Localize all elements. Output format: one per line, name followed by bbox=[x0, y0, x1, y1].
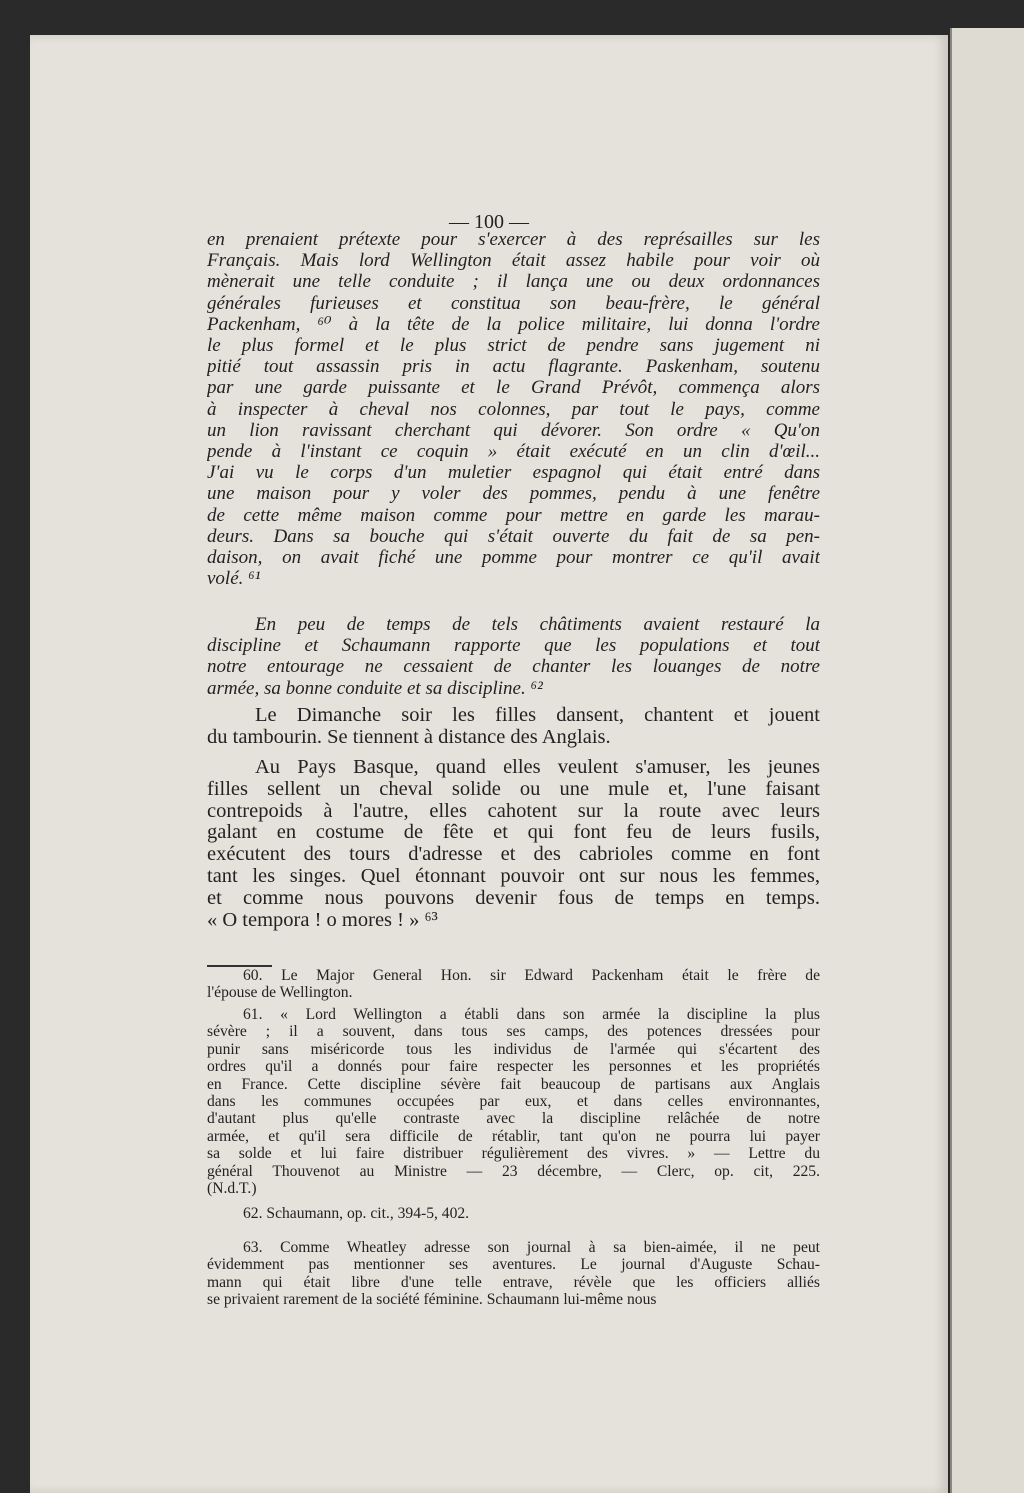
text-line: Packenham, ⁶⁰ à la tête de la police militaire, lui donna l'ordre bbox=[207, 313, 820, 335]
text-line: discipline et Schaumann rapporte que les populations et tout bbox=[207, 635, 820, 657]
text-line: du tambourin. Se tiennent à distance des Anglais. bbox=[207, 726, 611, 748]
text-line: exécutent des tours d'adresse et des cabrioles comme en font bbox=[207, 844, 820, 866]
text-line: pitié tout assassin pris in actu flagrante. Paskenham, soutenu bbox=[207, 356, 820, 378]
text-line: l'épouse de Wellington. bbox=[207, 984, 353, 1002]
text-line: J'ai vu le corps d'un muletier espagnol qui était entré dans bbox=[207, 462, 820, 484]
text-line: En peu de temps de tels châtiments avaient restauré la bbox=[255, 614, 820, 635]
text-line: par une garde puissante et le Grand Prévôt, commença alors bbox=[207, 377, 820, 399]
paragraph bbox=[207, 614, 820, 699]
text-line: de cette même maison comme pour mettre en garde les marau- bbox=[207, 504, 820, 526]
text-line: tant les singes. Quel étonnant pouvoir ont sur nous les femmes, bbox=[207, 865, 820, 887]
text-line: (N.d.T.) bbox=[207, 1180, 257, 1198]
text-line: filles sellent un cheval solide ou une mule et, l'une faisant bbox=[207, 778, 820, 800]
text-line: à inspecter à cheval nos colonnes, par tout le pays, comme bbox=[207, 398, 820, 420]
paragraph bbox=[207, 757, 820, 931]
text-line: armée, sa bonne conduite et sa discipline. ⁶² bbox=[207, 677, 543, 699]
page-number: — 100 — bbox=[449, 211, 529, 233]
text-line: 61. « Lord Wellington a établi dans son armée la discipline la plus bbox=[243, 1006, 820, 1023]
text-line: contrepoids à l'autre, elles cahotent sur la route avec leurs bbox=[207, 800, 820, 822]
text-line: générales furieuses et constitua son beau-frère, le général bbox=[207, 292, 820, 314]
footnote bbox=[207, 1006, 820, 1197]
text-line: mènerait une telle conduite ; il lança une ou deux ordonnances bbox=[207, 271, 820, 293]
text-line: volé. ⁶¹ bbox=[207, 568, 261, 590]
paragraph bbox=[207, 229, 820, 589]
text-line: une maison pour y voler des pommes, pendu à une fenêtre bbox=[207, 483, 820, 505]
text-line: mann qui était libre d'une telle entrave, révèle que les officiers alliés bbox=[207, 1273, 820, 1291]
text-line: pende à l'instant ce coquin » était exécuté en un clin d'œil... bbox=[207, 441, 820, 463]
text-line: général Thouvenot au Ministre — 23 décembre, — Clerc, op. cit, 225. bbox=[207, 1162, 820, 1180]
text-line: Français. Mais lord Wellington était assez habile pour voir où bbox=[207, 250, 820, 272]
text-line: 63. Comme Wheatley adresse son journal à sa bien-aimée, il ne peut bbox=[243, 1239, 820, 1256]
text-line: sa solde et lui faire distribuer régulièrement des vivres. » — Lettre du bbox=[207, 1145, 820, 1163]
text-line: daison, on avait fiché une pomme pour montrer ce qu'il avait bbox=[207, 547, 820, 569]
text-line: sévère ; il a souvent, dans tous ses camps, des potences dressées pour bbox=[207, 1023, 820, 1041]
text-line: Le Dimanche soir les filles dansent, chantent et jouent bbox=[255, 705, 820, 726]
paragraph bbox=[207, 705, 820, 749]
text-line: d'autant plus qu'elle contraste avec la discipline relâchée de notre bbox=[207, 1110, 820, 1128]
footnote bbox=[207, 1239, 820, 1309]
text-line: en prenaient prétexte pour s'exercer à des représailles sur les bbox=[207, 229, 820, 250]
text-line: en France. Cette discipline sévère fait beaucoup de partisans aux Anglais bbox=[207, 1075, 820, 1093]
facing-page-edge bbox=[950, 28, 1024, 1493]
text-line: notre entourage ne cessaient de chanter les louanges de notre bbox=[207, 656, 820, 678]
text-line: armée, et qu'il sera difficile de rétablir, tant qu'on ne pourra lui payer bbox=[207, 1127, 820, 1145]
text-line: et comme nous pouvons devenir fous de temps en temps. bbox=[207, 887, 820, 909]
footnote bbox=[207, 1205, 820, 1222]
text-line: punir sans miséricorde tous les individus de l'armée qui s'écartent des bbox=[207, 1040, 820, 1058]
text-line: Au Pays Basque, quand elles veulent s'amuser, les jeunes bbox=[255, 757, 820, 778]
text-line: deurs. Dans sa bouche qui s'était ouverte du fait de sa pen- bbox=[207, 525, 820, 547]
text-line: dans les communes occupées par eux, et dans celles environnantes, bbox=[207, 1093, 820, 1111]
text-line: un lion ravissant cherchant qui dévorer. Son ordre « Qu'on bbox=[207, 419, 820, 441]
text-line: « O tempora ! o mores ! » ⁶³ bbox=[207, 909, 438, 931]
text-line: le plus formel et le plus strict de pendre sans jugement ni bbox=[207, 335, 820, 357]
footnote bbox=[207, 967, 820, 1002]
text-line: 62. Schaumann, op. cit., 394-5, 402. bbox=[243, 1205, 470, 1222]
text-line: se privaient rarement de la société féminine. Schaumann lui-même nous bbox=[207, 1291, 657, 1309]
text-line: galant en costume de fête et qui font feu de leurs fusils, bbox=[207, 822, 820, 844]
text-line: évidemment pas mentionner ses aventures. Le journal d'Auguste Schau- bbox=[207, 1256, 820, 1274]
text-line: 60. Le Major General Hon. sir Edward Packenham était le frère de bbox=[243, 967, 820, 984]
text-line: ordres qu'il a donnés pour faire respecter les personnes et les propriétés bbox=[207, 1058, 820, 1076]
